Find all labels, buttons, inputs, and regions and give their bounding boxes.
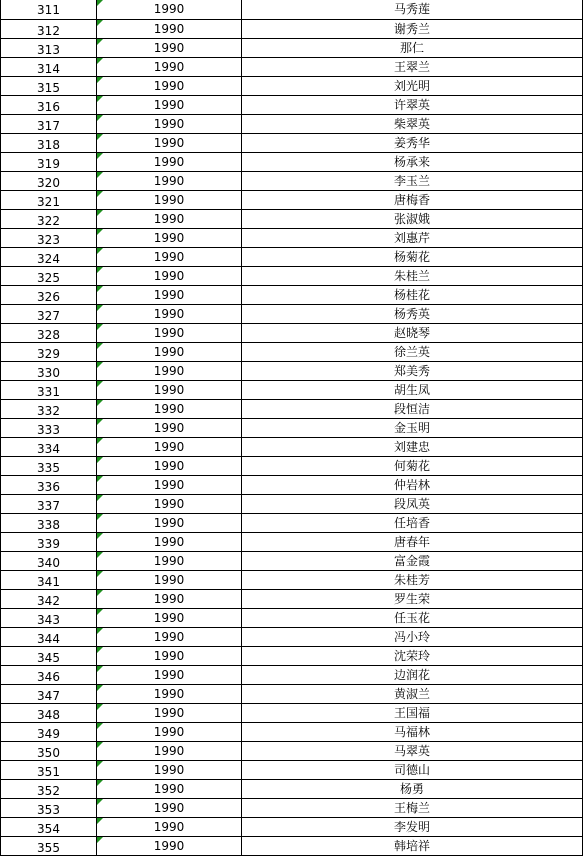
text-format-indicator-icon: [97, 229, 103, 235]
row-number-cell[interactable]: 329: [1, 342, 97, 361]
year-text: 1990: [153, 173, 185, 188]
name-cell[interactable]: 杨勇: [242, 779, 583, 798]
table-row: [1, 456, 583, 475]
year-cell[interactable]: [97, 722, 242, 741]
name-cell[interactable]: 刘惠芹: [242, 228, 583, 247]
name-cell[interactable]: 朱桂芳: [242, 570, 583, 589]
table-row: [1, 494, 583, 513]
row-number-cell[interactable]: 339: [1, 532, 97, 551]
year-text: 1990: [153, 534, 185, 549]
row-number-cell[interactable]: 337: [1, 494, 97, 513]
text-format-indicator-icon: [97, 153, 103, 159]
year-cell[interactable]: [97, 323, 242, 342]
name-cell[interactable]: 冯小玲: [242, 627, 583, 646]
name-cell[interactable]: 那仁: [242, 38, 583, 57]
year-cell[interactable]: [97, 760, 242, 779]
row-number-cell[interactable]: 349: [1, 722, 97, 741]
year-cell[interactable]: [97, 209, 242, 228]
table-row: [1, 589, 583, 608]
year-text: 1990: [153, 325, 185, 340]
row-number-cell[interactable]: 344: [1, 627, 97, 646]
year-text: 1990: [153, 40, 185, 55]
text-format-indicator-icon: [97, 20, 103, 26]
text-format-indicator-icon: [97, 476, 103, 482]
text-format-indicator-icon: [97, 723, 103, 729]
table-row: [1, 760, 583, 779]
year-cell[interactable]: [97, 114, 242, 133]
year-text: 1990: [153, 401, 185, 416]
row-number-cell[interactable]: 330: [1, 361, 97, 380]
year-text: 1990: [153, 686, 185, 701]
text-format-indicator-icon: [97, 666, 103, 672]
year-text: 1990: [153, 610, 185, 625]
name-cell[interactable]: 赵晓琴: [242, 323, 583, 342]
text-format-indicator-icon: [97, 248, 103, 254]
row-number-cell[interactable]: 352: [1, 779, 97, 798]
name-cell[interactable]: 马秀莲: [242, 0, 583, 19]
name-cell[interactable]: 刘光明: [242, 76, 583, 95]
name-cell[interactable]: 韩培祥: [242, 836, 583, 855]
text-format-indicator-icon: [97, 818, 103, 824]
text-format-indicator-icon: [97, 191, 103, 197]
table-row: [1, 95, 583, 114]
row-number-cell[interactable]: 318: [1, 133, 97, 152]
year-cell[interactable]: [97, 817, 242, 836]
year-text: 1990: [153, 572, 185, 587]
row-number-cell[interactable]: 316: [1, 95, 97, 114]
row-number-cell[interactable]: 322: [1, 209, 97, 228]
year-cell[interactable]: [97, 0, 242, 19]
year-text: 1990: [153, 781, 185, 796]
row-number-cell[interactable]: 315: [1, 76, 97, 95]
table-row: [1, 779, 583, 798]
table-row: [1, 475, 583, 494]
year-cell[interactable]: [97, 798, 242, 817]
row-number-cell[interactable]: 348: [1, 703, 97, 722]
row-number-cell[interactable]: 324: [1, 247, 97, 266]
text-format-indicator-icon: [97, 761, 103, 767]
year-text: 1990: [153, 515, 185, 530]
name-cell[interactable]: 王翠兰: [242, 57, 583, 76]
year-text: 1990: [153, 800, 185, 815]
row-number-cell[interactable]: 335: [1, 456, 97, 475]
table-row: [1, 665, 583, 684]
name-cell[interactable]: 唐春年: [242, 532, 583, 551]
year-cell[interactable]: [97, 703, 242, 722]
text-format-indicator-icon: [97, 400, 103, 406]
row-number-cell[interactable]: 323: [1, 228, 97, 247]
year-cell[interactable]: [97, 608, 242, 627]
year-text: 1990: [153, 1, 185, 16]
row-number-cell[interactable]: 313: [1, 38, 97, 57]
year-cell[interactable]: [97, 741, 242, 760]
text-format-indicator-icon: [97, 134, 103, 140]
row-number-cell[interactable]: 325: [1, 266, 97, 285]
table-row: [1, 703, 583, 722]
text-format-indicator-icon: [97, 457, 103, 463]
text-format-indicator-icon: [97, 628, 103, 634]
name-cell[interactable]: 富金霞: [242, 551, 583, 570]
name-cell[interactable]: 王国福: [242, 703, 583, 722]
name-cell[interactable]: 徐兰英: [242, 342, 583, 361]
name-cell[interactable]: 任培香: [242, 513, 583, 532]
text-format-indicator-icon: [97, 590, 103, 596]
year-cell[interactable]: [97, 266, 242, 285]
name-cell[interactable]: 段凤英: [242, 494, 583, 513]
row-number-cell[interactable]: 353: [1, 798, 97, 817]
year-text: 1990: [153, 838, 185, 853]
year-text: 1990: [153, 21, 185, 36]
row-number-cell[interactable]: 326: [1, 285, 97, 304]
year-text: 1990: [153, 743, 185, 758]
year-text: 1990: [153, 705, 185, 720]
year-cell[interactable]: [97, 836, 242, 855]
name-cell[interactable]: 刘建忠: [242, 437, 583, 456]
year-cell[interactable]: [97, 247, 242, 266]
year-text: 1990: [153, 230, 185, 245]
year-text: 1990: [153, 249, 185, 264]
table-row: [1, 190, 583, 209]
text-format-indicator-icon: [97, 267, 103, 273]
year-cell[interactable]: [97, 95, 242, 114]
name-cell[interactable]: 黄淑兰: [242, 684, 583, 703]
text-format-indicator-icon: [97, 780, 103, 786]
table-row: [1, 38, 583, 57]
name-cell[interactable]: 姜秀华: [242, 133, 583, 152]
year-text: 1990: [153, 78, 185, 93]
year-text: 1990: [153, 629, 185, 644]
name-cell[interactable]: 杨桂花: [242, 285, 583, 304]
text-format-indicator-icon: [97, 96, 103, 102]
row-number-cell[interactable]: 334: [1, 437, 97, 456]
table-row: [1, 627, 583, 646]
year-cell[interactable]: [97, 380, 242, 399]
row-number-cell[interactable]: 312: [1, 19, 97, 38]
year-cell[interactable]: [97, 342, 242, 361]
table-row: [1, 152, 583, 171]
text-format-indicator-icon: [97, 210, 103, 216]
row-number-cell[interactable]: 332: [1, 399, 97, 418]
name-cell[interactable]: 杨菊花: [242, 247, 583, 266]
year-text: 1990: [153, 819, 185, 834]
table-row: [1, 722, 583, 741]
table-row: [1, 570, 583, 589]
table-row: [1, 209, 583, 228]
row-number-cell[interactable]: 338: [1, 513, 97, 532]
row-number-cell[interactable]: 345: [1, 646, 97, 665]
year-cell[interactable]: [97, 57, 242, 76]
text-format-indicator-icon: [97, 742, 103, 748]
text-format-indicator-icon: [97, 115, 103, 121]
text-format-indicator-icon: [97, 438, 103, 444]
year-text: 1990: [153, 439, 185, 454]
row-number-cell[interactable]: 320: [1, 171, 97, 190]
year-cell[interactable]: [97, 437, 242, 456]
text-format-indicator-icon: [97, 58, 103, 64]
year-cell[interactable]: [97, 551, 242, 570]
year-cell[interactable]: [97, 665, 242, 684]
year-text: 1990: [153, 344, 185, 359]
table-row: [1, 684, 583, 703]
table-row: [1, 817, 583, 836]
year-cell[interactable]: [97, 304, 242, 323]
year-cell[interactable]: [97, 285, 242, 304]
row-number-cell[interactable]: 351: [1, 760, 97, 779]
year-cell[interactable]: [97, 190, 242, 209]
table-row: [1, 513, 583, 532]
year-cell[interactable]: [97, 76, 242, 95]
year-text: 1990: [153, 762, 185, 777]
text-format-indicator-icon: [97, 609, 103, 615]
name-cell[interactable]: 柴翠英: [242, 114, 583, 133]
row-number-cell[interactable]: 354: [1, 817, 97, 836]
year-text: 1990: [153, 97, 185, 112]
text-format-indicator-icon: [97, 837, 103, 843]
text-format-indicator-icon: [97, 552, 103, 558]
table-row: [1, 285, 583, 304]
year-text: 1990: [153, 135, 185, 150]
row-number-cell[interactable]: 336: [1, 475, 97, 494]
name-cell[interactable]: 杨秀英: [242, 304, 583, 323]
text-format-indicator-icon: [97, 305, 103, 311]
year-cell[interactable]: [97, 418, 242, 437]
row-number-cell[interactable]: 314: [1, 57, 97, 76]
name-cell[interactable]: 唐梅香: [242, 190, 583, 209]
year-text: 1990: [153, 268, 185, 283]
name-cell[interactable]: 朱桂兰: [242, 266, 583, 285]
table-row: [1, 532, 583, 551]
year-text: 1990: [153, 591, 185, 606]
year-cell[interactable]: [97, 684, 242, 703]
table-row: [1, 76, 583, 95]
year-text: 1990: [153, 496, 185, 511]
name-cell[interactable]: 段恒洁: [242, 399, 583, 418]
text-format-indicator-icon: [97, 647, 103, 653]
table-row: [1, 323, 583, 342]
year-cell[interactable]: [97, 589, 242, 608]
name-cell[interactable]: 李玉兰: [242, 171, 583, 190]
year-text: 1990: [153, 458, 185, 473]
text-format-indicator-icon: [97, 495, 103, 501]
row-number-cell[interactable]: 328: [1, 323, 97, 342]
year-cell[interactable]: [97, 494, 242, 513]
text-format-indicator-icon: [97, 39, 103, 45]
year-text: 1990: [153, 724, 185, 739]
year-cell[interactable]: [97, 133, 242, 152]
year-cell[interactable]: [97, 627, 242, 646]
year-text: 1990: [153, 420, 185, 435]
text-format-indicator-icon: [97, 343, 103, 349]
table-row: [1, 646, 583, 665]
year-text: 1990: [153, 363, 185, 378]
year-cell[interactable]: [97, 399, 242, 418]
year-cell[interactable]: [97, 361, 242, 380]
row-number-cell[interactable]: 340: [1, 551, 97, 570]
name-cell[interactable]: 边润花: [242, 665, 583, 684]
table-row: [1, 836, 583, 855]
table-row: [1, 399, 583, 418]
year-cell[interactable]: [97, 475, 242, 494]
text-format-indicator-icon: [97, 571, 103, 577]
table-row: [1, 304, 583, 323]
year-cell[interactable]: [97, 38, 242, 57]
row-number-cell[interactable]: 343: [1, 608, 97, 627]
table-row: [1, 19, 583, 38]
text-format-indicator-icon: [97, 381, 103, 387]
year-text: 1990: [153, 192, 185, 207]
table-body: [1, 0, 583, 855]
text-format-indicator-icon: [97, 324, 103, 330]
year-text: 1990: [153, 648, 185, 663]
table-row: [1, 171, 583, 190]
row-number-cell[interactable]: 321: [1, 190, 97, 209]
row-number-cell[interactable]: 350: [1, 741, 97, 760]
row-number-cell[interactable]: 319: [1, 152, 97, 171]
year-cell[interactable]: [97, 513, 242, 532]
text-format-indicator-icon: [97, 172, 103, 178]
table-row: [1, 114, 583, 133]
name-cell[interactable]: 谢秀兰: [242, 19, 583, 38]
name-cell[interactable]: 司德山: [242, 760, 583, 779]
name-cell[interactable]: 仲岩林: [242, 475, 583, 494]
year-cell[interactable]: [97, 152, 242, 171]
text-format-indicator-icon: [97, 799, 103, 805]
year-text: 1990: [153, 306, 185, 321]
year-cell[interactable]: [97, 779, 242, 798]
year-text: 1990: [153, 116, 185, 131]
year-cell[interactable]: [97, 228, 242, 247]
year-text: 1990: [153, 59, 185, 74]
year-text: 1990: [153, 553, 185, 568]
table-row: [1, 608, 583, 627]
name-cell[interactable]: 任玉花: [242, 608, 583, 627]
text-format-indicator-icon: [97, 362, 103, 368]
year-text: 1990: [153, 382, 185, 397]
table-row: [1, 798, 583, 817]
year-cell[interactable]: [97, 19, 242, 38]
row-number-cell[interactable]: 341: [1, 570, 97, 589]
table-row: [1, 342, 583, 361]
text-format-indicator-icon: [97, 286, 103, 292]
year-cell[interactable]: [97, 646, 242, 665]
row-number-cell[interactable]: 317: [1, 114, 97, 133]
row-number-cell[interactable]: 355: [1, 836, 97, 855]
text-format-indicator-icon: [97, 419, 103, 425]
year-cell[interactable]: [97, 570, 242, 589]
name-cell[interactable]: 郑美秀: [242, 361, 583, 380]
name-cell[interactable]: 张淑娥: [242, 209, 583, 228]
row-number-cell[interactable]: 327: [1, 304, 97, 323]
table-row: [1, 247, 583, 266]
table-row: [1, 0, 583, 19]
text-format-indicator-icon: [97, 77, 103, 83]
name-cell[interactable]: 杨承来: [242, 152, 583, 171]
table-row: [1, 57, 583, 76]
table-row: [1, 418, 583, 437]
table-row: [1, 437, 583, 456]
year-cell[interactable]: [97, 171, 242, 190]
row-number-cell[interactable]: 347: [1, 684, 97, 703]
text-format-indicator-icon: [97, 685, 103, 691]
name-cell[interactable]: 金玉明: [242, 418, 583, 437]
name-cell[interactable]: 王梅兰: [242, 798, 583, 817]
table-row: [1, 741, 583, 760]
name-cell[interactable]: 李发明: [242, 817, 583, 836]
text-format-indicator-icon: [97, 0, 103, 6]
year-cell[interactable]: [97, 456, 242, 475]
row-number-cell[interactable]: 311: [1, 0, 97, 19]
year-text: 1990: [153, 477, 185, 492]
name-cell[interactable]: 何菊花: [242, 456, 583, 475]
row-number-cell[interactable]: 333: [1, 418, 97, 437]
table-row: [1, 228, 583, 247]
name-cell[interactable]: 马福林: [242, 722, 583, 741]
year-text: 1990: [153, 154, 185, 169]
name-cell[interactable]: 罗生荣: [242, 589, 583, 608]
name-cell[interactable]: 许翠英: [242, 95, 583, 114]
year-text: 1990: [153, 667, 185, 682]
name-cell[interactable]: 沈荣玲: [242, 646, 583, 665]
table-row: [1, 361, 583, 380]
row-number-cell[interactable]: 346: [1, 665, 97, 684]
name-cell[interactable]: 胡生凤: [242, 380, 583, 399]
text-format-indicator-icon: [97, 704, 103, 710]
year-text: 1990: [153, 211, 185, 226]
name-cell[interactable]: 马翠英: [242, 741, 583, 760]
year-text: 1990: [153, 287, 185, 302]
text-format-indicator-icon: [97, 533, 103, 539]
text-format-indicator-icon: [97, 514, 103, 520]
year-cell[interactable]: [97, 532, 242, 551]
table-row: [1, 551, 583, 570]
table-row: [1, 133, 583, 152]
table-row: [1, 266, 583, 285]
row-number-cell[interactable]: 331: [1, 380, 97, 399]
row-number-cell[interactable]: 342: [1, 589, 97, 608]
table-row: [1, 380, 583, 399]
